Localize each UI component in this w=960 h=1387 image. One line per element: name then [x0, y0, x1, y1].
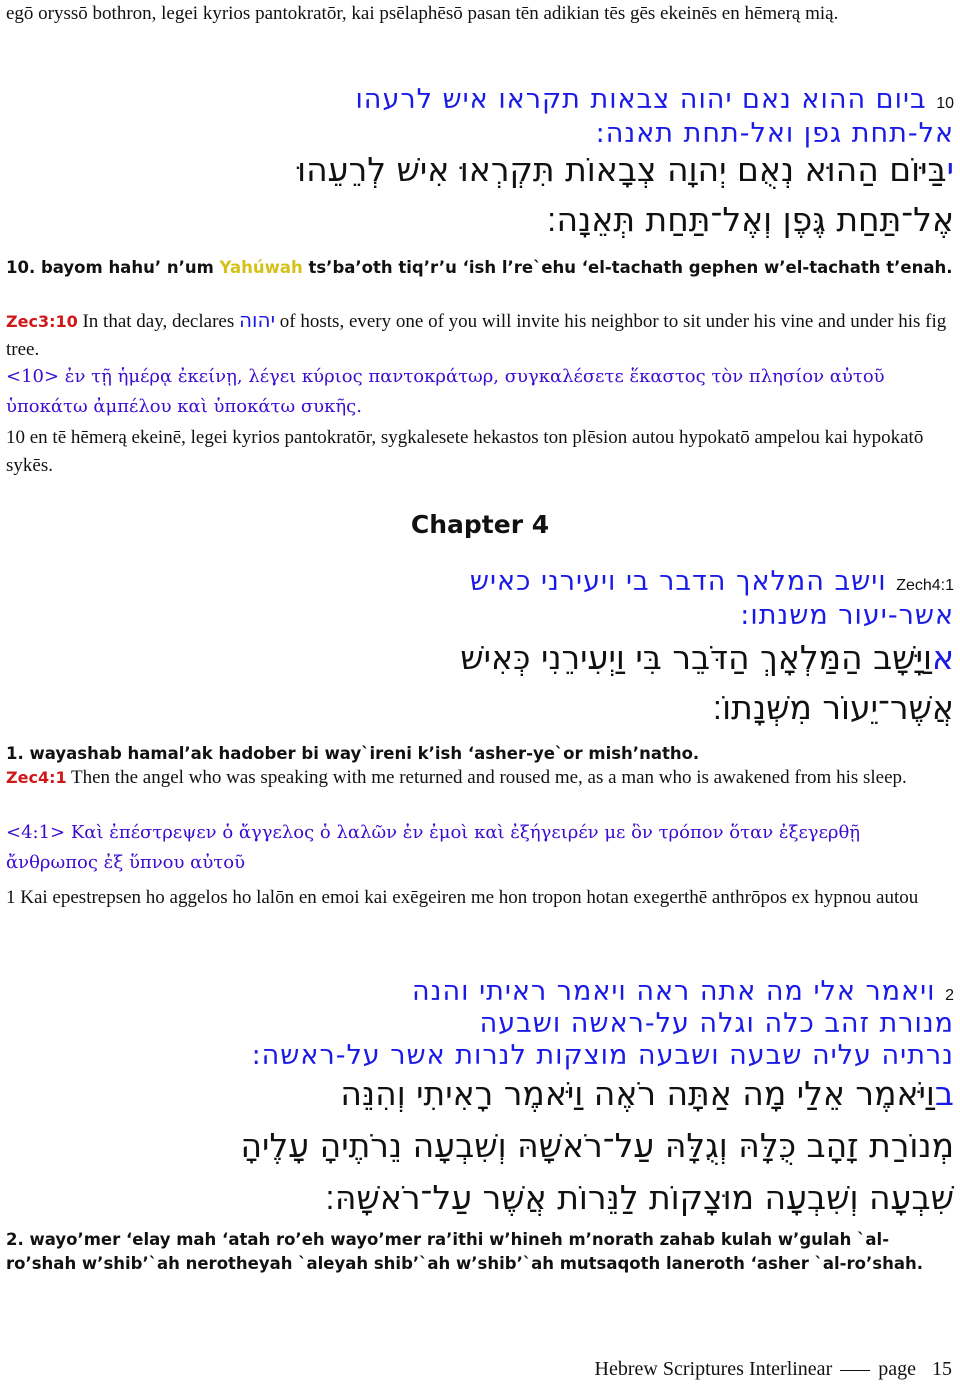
divine-name-paleo: יהוה: [238, 308, 276, 332]
book-title: Hebrew Scriptures Interlinear: [594, 1358, 833, 1380]
verse-reference: Zec3:10: [6, 312, 78, 331]
hebrew-transliteration: 1. wayashab hamal’ak hadober bi way`ireni k’ish ‘asher-ye`or mish’natho.: [6, 744, 700, 763]
footer-dash: [840, 1370, 870, 1371]
hebrew-line: שִׁבְעָה וְשִׁבְעָה מוּצָקוֹת לַנֵּרוֹת אֲשֶׁר עַל־רֹאשָׁהּ׃: [325, 1178, 954, 1217]
greek-text: <10> ἐν τῇ ἡμέρᾳ ἐκείνῃ, λέγει κύριος παντοκράτωρ, συγκαλέσετε ἕκαστος τὸν πλησίον αὐτοῦ ὑποκάτω ἀμπέλου καὶ ὑποκάτω συκῆς.: [6, 366, 885, 417]
page-label: page: [878, 1358, 916, 1380]
hebrew-line: מְנוֹרַת זָהָב כֻּלָּהּ וְגֻלָּהּ עַל־רֹאשָׁהּ וְשִׁבְעָה נֵרֹתֶיהָ עָלֶיהָ: [240, 1126, 954, 1165]
verse-number: 10: [936, 95, 954, 112]
paleo-hebrew-line: 2 ויאמר אלי מה אתה ראה ויאמר ראיתי והנה: [412, 976, 954, 1007]
paleo-hebrew-line: Zech4:1 וישב המלאך הדבר בי ויעירני כאיש: [469, 566, 954, 597]
hebrew-line: אוַיָּשָׁב הַמַּלְאָךְ הַדֹּבֵר בִּי וַיְעִירֵנִי כְּאִישׁ: [460, 638, 954, 677]
verse-hebrew-numeral: ב: [934, 1074, 954, 1113]
english-translation: Zec3:10 In that day, declares יהוה of hosts, every one of you will invite his neighbor to sit under his vine and under his fig tree.: [6, 308, 947, 360]
hebrew-line: אֲשֶׁר־יֵעוֹר מִשְּׁנָתוֹ׃: [712, 688, 954, 727]
hebrew-line: בוַיֹּאמֶר אֵלַי מָה אַתָּה רֹאֶה וַיֹּאמֶר רָאִיתִי וְהִנֵּה: [340, 1074, 954, 1113]
page-footer: [595, 1358, 952, 1381]
english-translation: Zec4:1 Then the angel who was speaking with me returned and roused me, as a man who is awakened from his sleep.: [6, 767, 907, 788]
greek-transliteration: 10 en tē hēmerą ekeinē, legei kyrios pantokratōr, sygkalesete hekastos ton plēsion autou hypokatō ampelou kai hypokatō sykēs.: [6, 427, 924, 476]
hebrew-line: יבַּיּוֹם הַהוּא נְאֻם יְהוָה צְבָאוֹת תִּקְרְאוּ אִישׁ לְרֵעֵהוּ: [297, 150, 954, 189]
verse-reference: Zec4:1: [6, 768, 67, 787]
paleo-hebrew-line: 10 ביום ההוא נאם יהוה צבאות תקראו איש לרעהו: [355, 84, 954, 115]
hebrew-transliteration: 10. bayom hahu’ n’um Yahúwah ts’ba’oth tiq’r’u ‘ish l’re`ehu ‘el-tachath gephen w’el-tachath t’enah.: [6, 258, 953, 277]
paleo-hebrew-line: אשר-יעור משנתו:: [740, 600, 954, 631]
paleo-hebrew-line: מנורת זהב כלה וגלה על-ראשה ושבעה: [479, 1008, 954, 1039]
greek-text: <4:1> Καὶ ἐπέστρεψεν ὁ ἄγγελος ὁ λαλῶν ἐν ἐμοὶ καὶ ἐξήγειρέν με ὃν τρόπον ὅταν ἐξεγερθῇ ἄνθρωπος ἐξ ὕπνου αὐτοῦ: [6, 822, 861, 873]
paleo-hebrew-line: נרתיה עליה שבעה ושבעה מוצקות לנרות אשר על-ראשה:: [251, 1040, 954, 1071]
greek-verse-label: <4:1>: [6, 822, 66, 843]
verse-label: Zech4:1: [896, 577, 954, 594]
greek-verse-label: <10>: [6, 366, 60, 387]
greek-transliteration: 1 Kai epestrepsen ho aggelos ho lalōn en emoi kai exēgeiren me hon tropon hotan exegerthē anthrōpos ex hypnou autou: [6, 887, 919, 908]
verse-hebrew-numeral: א: [931, 638, 954, 677]
verse-hebrew-numeral: י: [946, 150, 954, 189]
verse-number: 2: [945, 987, 954, 1004]
chapter-title: Chapter 4: [410, 510, 550, 539]
divine-name: Yahúwah: [219, 258, 303, 277]
paleo-hebrew-line: אל-תחת גפן ואל-תחת תאנה:: [595, 118, 954, 149]
hebrew-transliteration: 2. wayo’mer ‘elay mah ‘atah ro’eh wayo’mer ra’ithi w’hineh m’norath zahab kulah w’gulah `al-ro’shah w’shib’`ah nerotheyah `aleyah shib’`ah w’shib’`ah mutsaqoth laneroth ‘asher `al-ro’shah.: [6, 1230, 923, 1273]
hebrew-line: אֶל־תַּחַת גֶּפֶן וְאֶל־תַּחַת תְּאֵנָה׃: [546, 200, 954, 239]
page-number: 15: [932, 1358, 952, 1380]
prev-verse-greek-translit: egō oryssō bothron, legei kyrios pantokratōr, kai psēlaphēsō pasan tēn adikian tēs gēs ekeinēs en hēmerą mią.: [6, 3, 839, 24]
